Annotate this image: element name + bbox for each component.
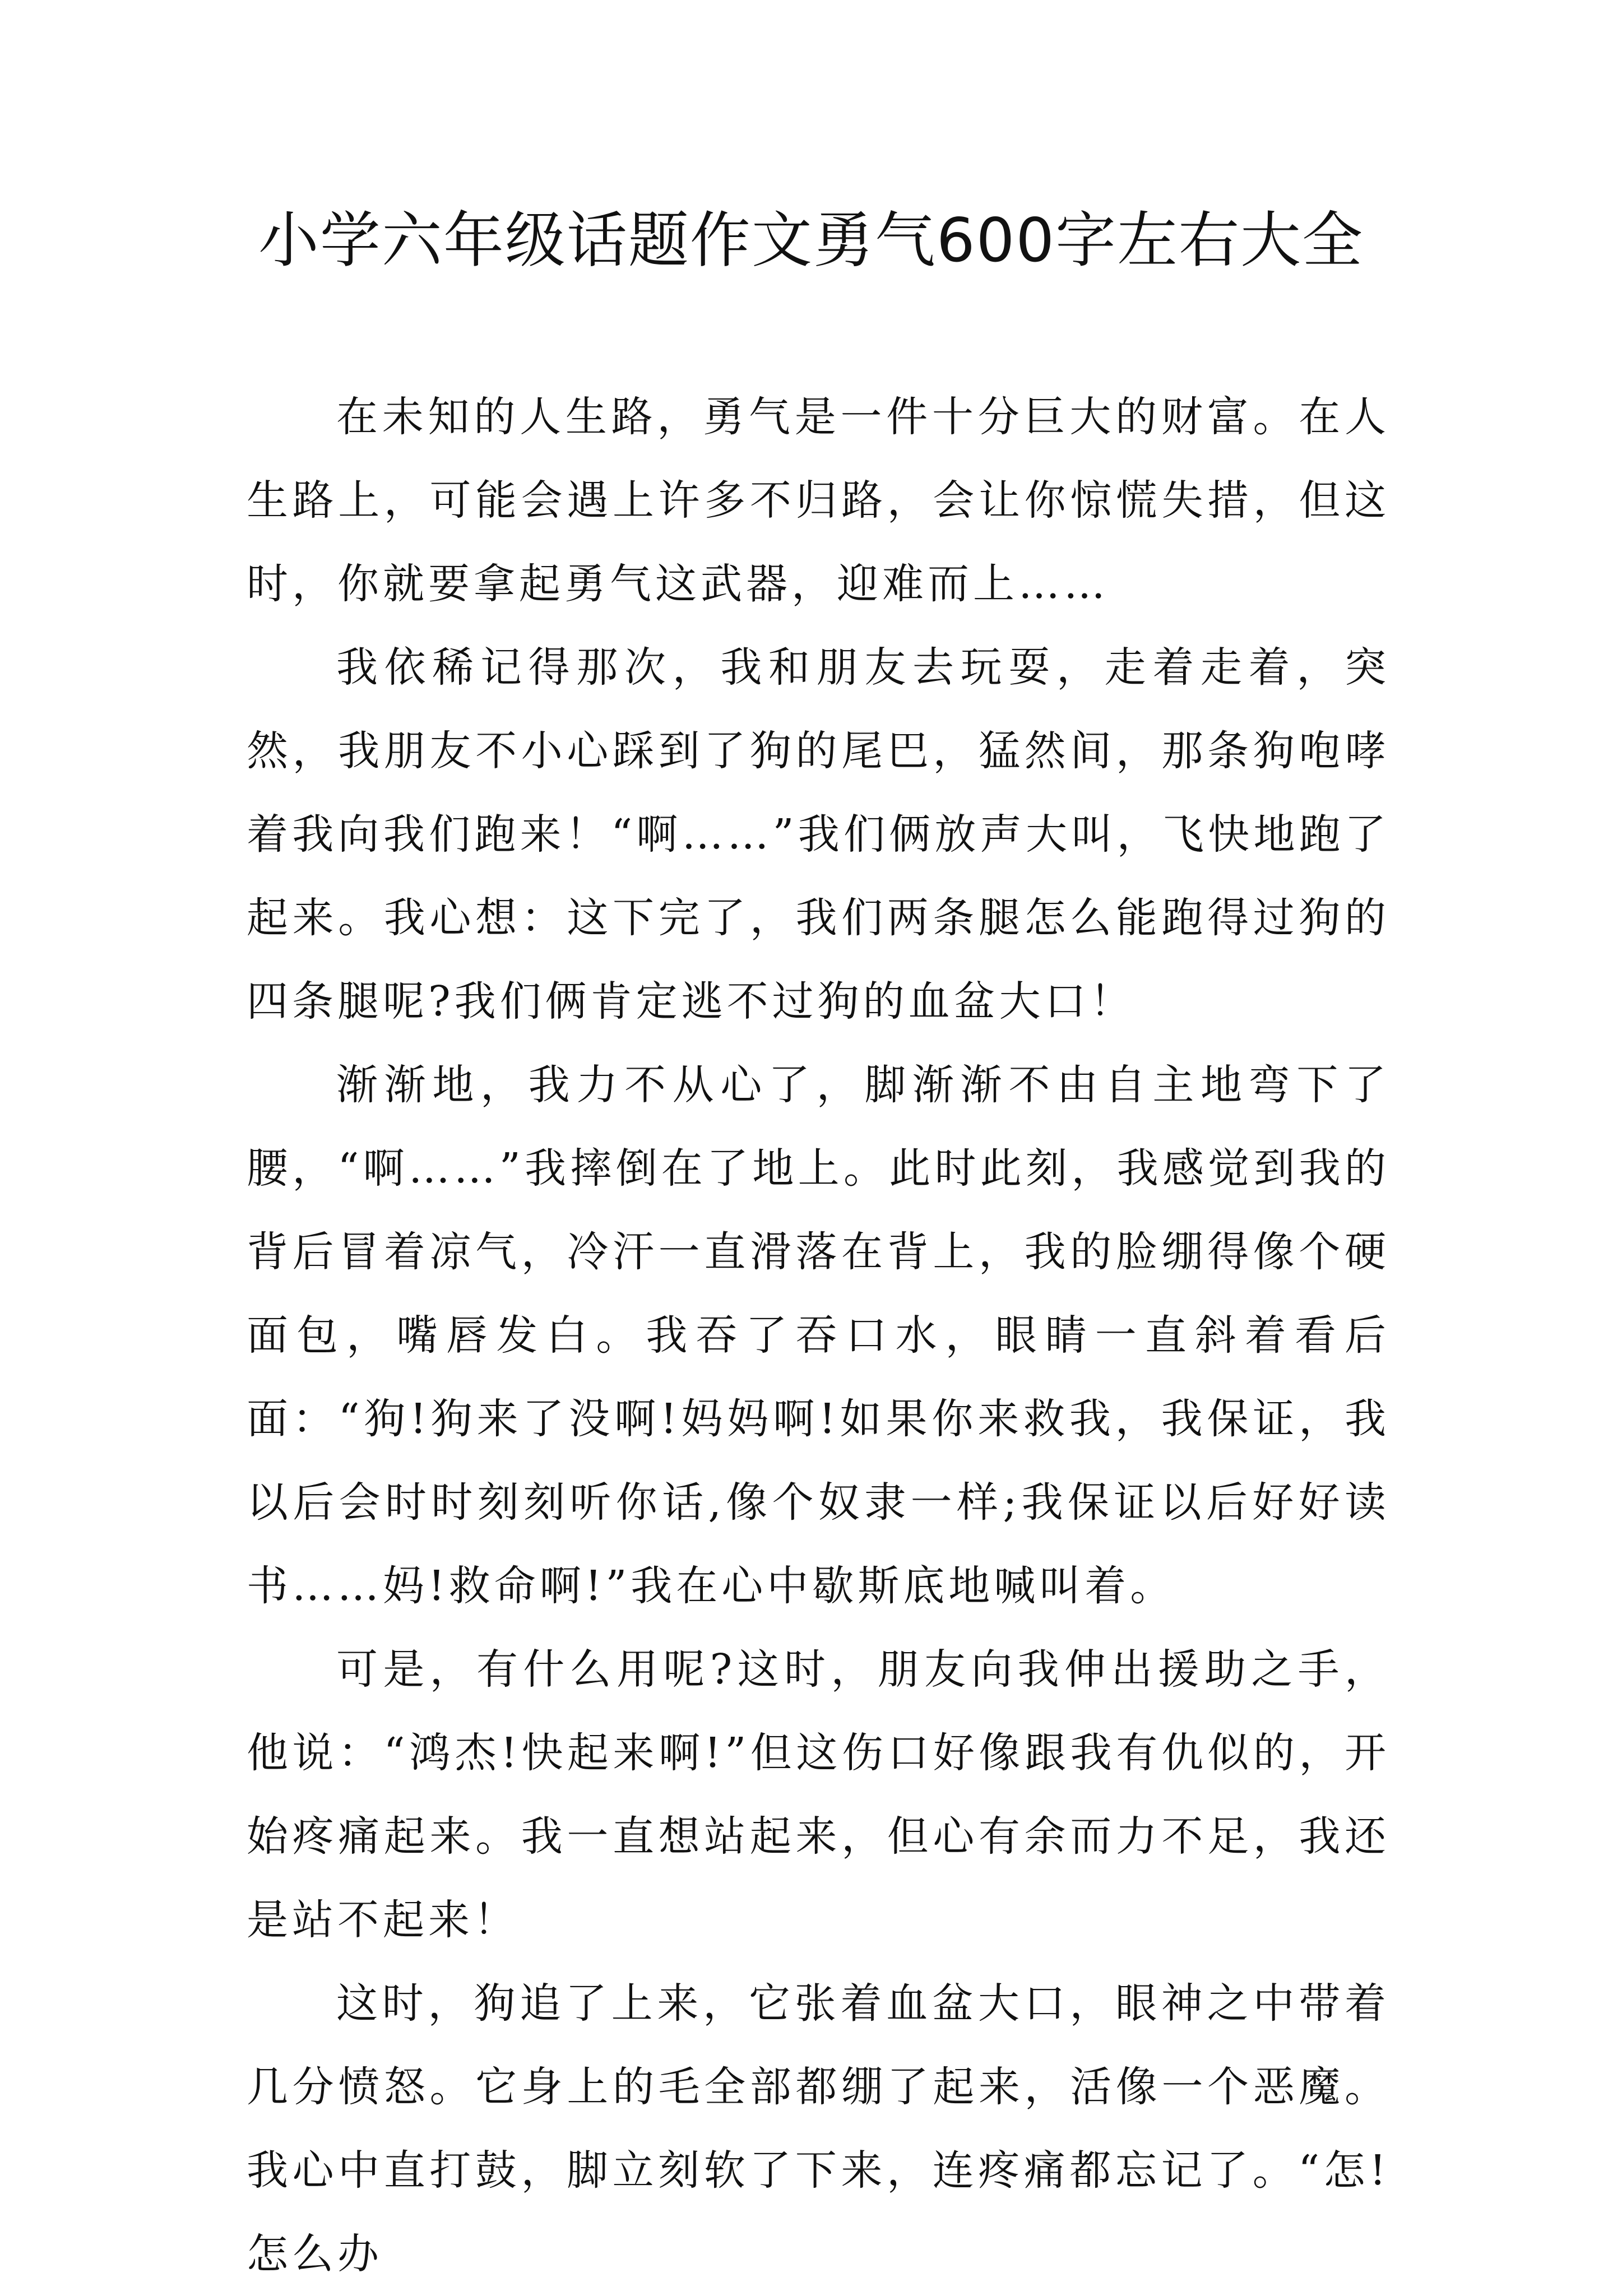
- paragraph-1: 在未知的人生路，勇气是一件十分巨大的财富。在人生路上，可能会遇上许多不归路，会让你惊慌失措，但这时，你就要拿起勇气这武器，迎难而上……: [247, 393, 1390, 608]
- document-title: 小学六年级话题作文勇气600字左右大全: [258, 206, 1364, 276]
- paragraph-3: 渐渐地，我力不从心了，脚渐渐不由自主地弯下了腰，“啊……”我摔倒在了地上。此时此刻，我感觉到我的背后冒着凉气，冷汗一直滑落在背上，我的脸绷得像个硬面包，嘴唇发白。我吞了吞口水，眼睛一直斜着看后面：“狗!狗来了没啊!妈妈啊!如果你来救我，我保证，我以后会时时刻刻听你话,像个奴隶一样;我保证以后好好读书……妈!救命啊!”我在心中歇斯底地喊叫着。: [247, 1061, 1390, 1610]
- document-body: [247, 375, 1390, 2296]
- paragraph-2: 我依稀记得那次，我和朋友去玩耍，走着走着，突然，我朋友不小心踩到了狗的尾巴，猛然间，那条狗咆哮着我向我们跑来！“啊……”我们俩放声大叫，飞快地跑了起来。我心想：这下完了，我们两条腿怎么能跑得过狗的四条腿呢?我们俩肯定逃不过狗的血盆大口！: [247, 643, 1390, 1026]
- paragraph-5: 这时，狗追了上来，它张着血盆大口，眼神之中带着几分愤怒。它身上的毛全部都绷了起来，活像一个恶魔。我心中直打鼓，脚立刻软了下来，连疼痛都忘记了。“怎!怎么办: [247, 1979, 1390, 2278]
- paragraph-4: 可是，有什么用呢?这时，朋友向我伸出援助之手，他说：“鸿杰!快起来啊!”但这伤口好像跟我有仇似的，开始疼痛起来。我一直想站起来，但心有余而力不足，我还是站不起来！: [247, 1645, 1390, 1944]
